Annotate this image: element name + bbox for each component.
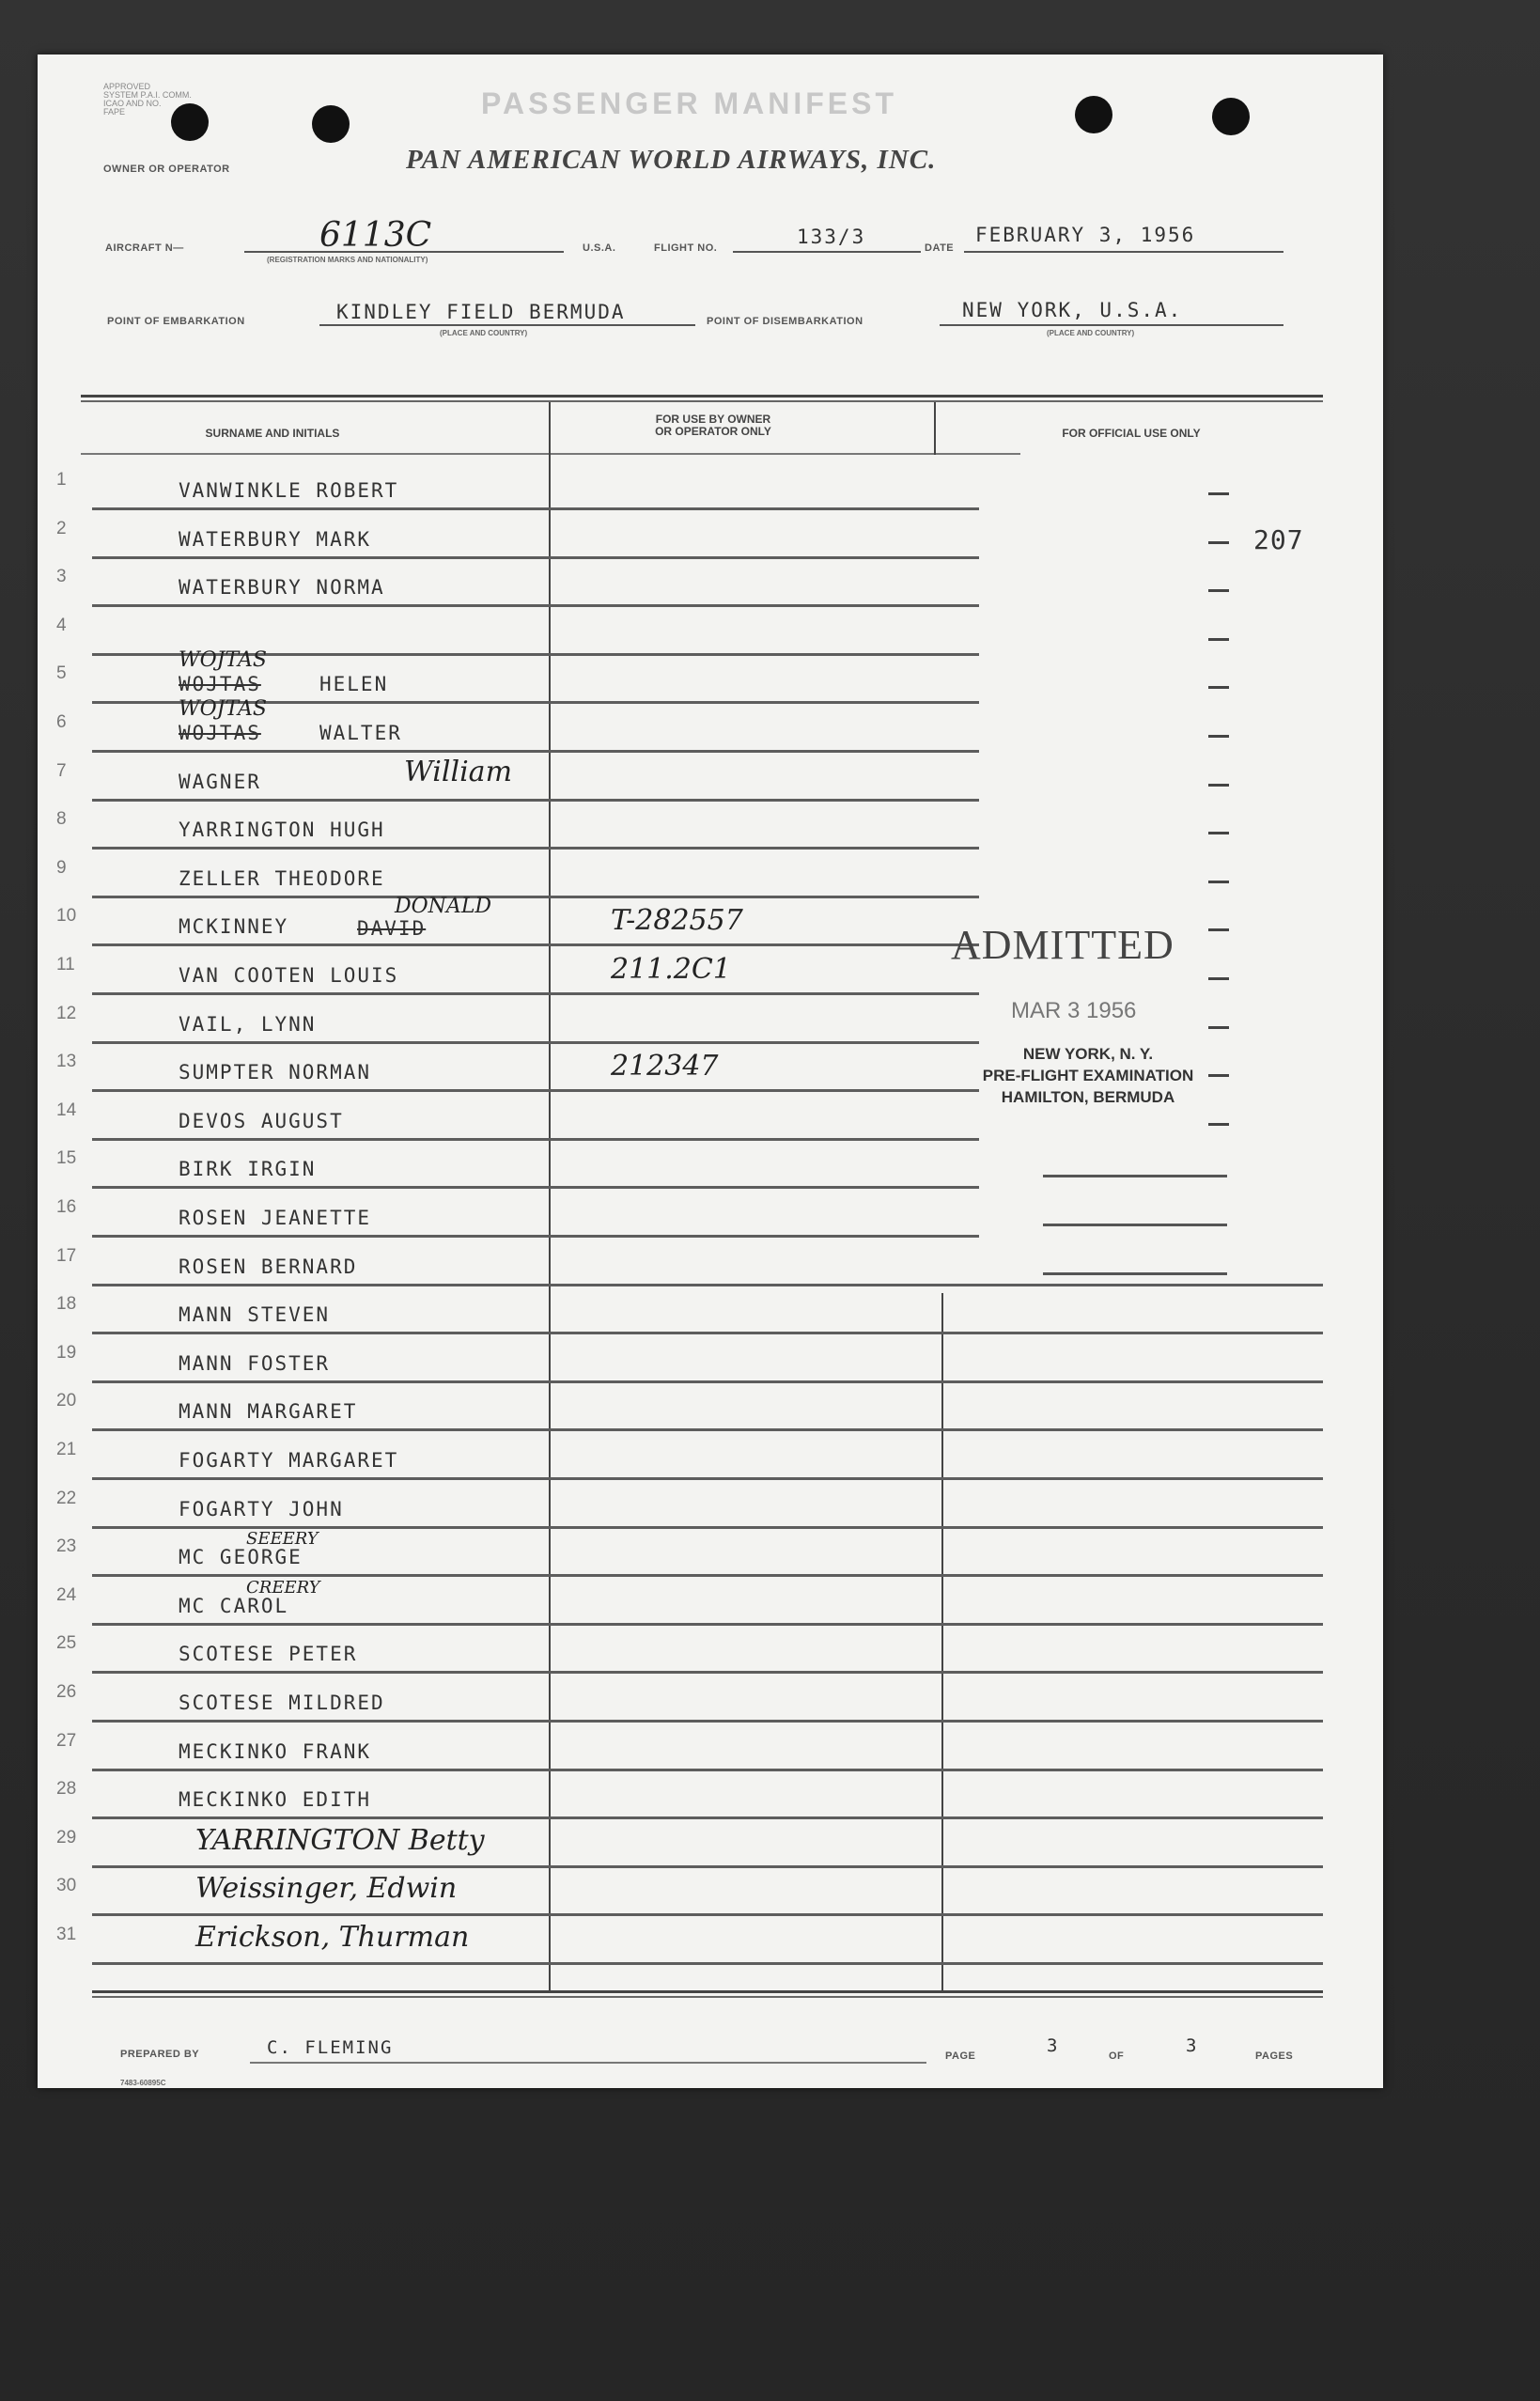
row-number: 11 bbox=[56, 955, 75, 974]
row-number: 28 bbox=[56, 1779, 77, 1800]
row-rule bbox=[92, 556, 979, 559]
row-number: 15 bbox=[56, 1148, 77, 1169]
stamp-line: NEW YORK, N. Y. bbox=[1022, 1045, 1154, 1063]
row-number: 20 bbox=[56, 1391, 77, 1411]
row-rule bbox=[92, 1235, 979, 1238]
struck-name: DAVID bbox=[357, 917, 427, 941]
row-rule bbox=[92, 1284, 1323, 1286]
given-name: WALTER bbox=[319, 722, 402, 744]
row-rule bbox=[92, 1332, 1323, 1334]
registration-caption: (REGISTRATION MARKS AND NATIONALITY) bbox=[267, 256, 428, 264]
official-mark bbox=[1208, 977, 1229, 980]
row-rule bbox=[92, 1526, 1323, 1529]
disembark-value: NEW YORK, U.S.A. bbox=[962, 299, 1183, 321]
disembark-underline bbox=[940, 324, 1283, 326]
row-number: 27 bbox=[56, 1730, 77, 1751]
row-number: 18 bbox=[56, 1294, 77, 1315]
passenger-name: WOJTAS bbox=[179, 722, 261, 744]
passenger-name: ZELLER THEODORE bbox=[179, 866, 385, 890]
column-header-owner-line: FOR USE BY OWNER bbox=[655, 413, 771, 426]
official-mark bbox=[1208, 1026, 1229, 1029]
row-rule bbox=[92, 604, 979, 607]
given-name: DONALD bbox=[395, 895, 492, 919]
passenger-name: Weissinger, Edwin bbox=[195, 1872, 458, 1906]
official-mark bbox=[1208, 589, 1229, 592]
prepared-value: C. FLEMING bbox=[267, 2037, 394, 2058]
official-mark bbox=[1208, 638, 1229, 641]
flight-underline bbox=[733, 251, 921, 253]
column-header-surname: SURNAME AND INITIALS bbox=[205, 427, 340, 440]
passenger-name: ROSEN JEANETTE bbox=[179, 1207, 372, 1229]
passenger-name: WATERBURY NORMA bbox=[179, 576, 385, 600]
passenger-name: MANN STEVEN bbox=[179, 1303, 331, 1327]
row-number: 10 bbox=[56, 906, 77, 927]
page-label: PAGE bbox=[945, 2050, 976, 2062]
row-number: 2 bbox=[56, 518, 67, 538]
row-rule bbox=[92, 1186, 979, 1189]
aircraft-label: AIRCRAFT N— bbox=[105, 242, 184, 254]
punch-hole bbox=[312, 105, 350, 143]
table-bottom-rule bbox=[92, 1996, 1323, 1998]
embark-label: POINT OF EMBARKATION bbox=[107, 316, 245, 327]
row-number: 9 bbox=[56, 857, 67, 878]
pages-label: PAGES bbox=[1255, 2050, 1294, 2062]
row-number: 14 bbox=[56, 1099, 77, 1120]
approved-line: APPROVED bbox=[103, 82, 151, 91]
row-rule bbox=[92, 1962, 1323, 1965]
company-name: PAN AMERICAN WORLD AIRWAYS, INC. bbox=[406, 145, 937, 175]
passenger-name: FOGARTY JOHN bbox=[179, 1497, 344, 1520]
row-number: 17 bbox=[56, 1245, 77, 1266]
official-mark bbox=[1208, 735, 1229, 738]
column-divider bbox=[934, 402, 936, 455]
place-caption-1: (PLACE AND COUNTRY) bbox=[440, 329, 528, 337]
owner-entry: T-282557 bbox=[611, 904, 743, 938]
manifest-sheet bbox=[38, 55, 1383, 2088]
official-mark bbox=[1208, 541, 1229, 544]
passenger-name: VANWINKLE ROBERT bbox=[179, 479, 399, 502]
passenger-name: YARRINGTON HUGH bbox=[179, 819, 385, 842]
date-underline bbox=[964, 251, 1283, 253]
embark-value: KINDLEY FIELD BERMUDA bbox=[336, 301, 626, 323]
passenger-name: WOJTAS bbox=[179, 673, 261, 696]
disembark-label: POINT OF DISEMBARKATION bbox=[707, 316, 863, 327]
approved-line: FAPE bbox=[103, 107, 126, 117]
handwritten-correction: WOJTAS bbox=[179, 697, 267, 721]
passenger-name: MCKINNEY bbox=[179, 915, 289, 939]
row-rule bbox=[92, 992, 979, 995]
passenger-name: VAN COOTEN LOUIS bbox=[179, 964, 399, 987]
column-divider bbox=[941, 1293, 943, 1992]
official-mark bbox=[1208, 686, 1229, 689]
handwritten-correction: WOJTAS bbox=[179, 648, 267, 673]
passenger-name: BIRK IRGIN bbox=[179, 1158, 317, 1181]
row-number: 23 bbox=[56, 1536, 77, 1557]
owner-label: OWNER OR OPERATOR bbox=[103, 164, 230, 175]
row-rule bbox=[92, 1574, 1323, 1577]
passenger-name: Erickson, Thurman bbox=[195, 1921, 470, 1954]
stamp-date: MAR 3 1956 bbox=[1011, 998, 1137, 1023]
aircraft-underline bbox=[244, 251, 564, 253]
official-mark bbox=[1208, 928, 1229, 931]
passenger-name: SUMPTER NORMAN bbox=[179, 1061, 372, 1084]
row-rule bbox=[92, 507, 979, 510]
row-number: 6 bbox=[56, 712, 67, 732]
row-rule bbox=[92, 750, 979, 753]
passenger-name: WAGNER bbox=[179, 770, 261, 793]
row-number: 21 bbox=[56, 1440, 77, 1459]
row-rule bbox=[92, 1865, 1323, 1868]
row-number: 24 bbox=[56, 1584, 77, 1605]
page-value: 3 bbox=[1047, 2035, 1060, 2056]
row-number: 29 bbox=[56, 1827, 77, 1848]
of-label: OF bbox=[1109, 2050, 1125, 2062]
row-rule bbox=[92, 1913, 1323, 1916]
passenger-name: VAIL, LYNN bbox=[179, 1012, 317, 1036]
passenger-name: MECKINKO EDITH bbox=[179, 1788, 372, 1812]
approved-line: SYSTEM P.A.I. COMM. bbox=[103, 90, 192, 100]
column-header-owner bbox=[558, 413, 868, 438]
row-number: 8 bbox=[56, 809, 67, 830]
approved-line: ICAO AND NO. bbox=[103, 99, 162, 108]
passenger-name: YARRINGTON Betty bbox=[195, 1823, 485, 1857]
given-name: SEEERY bbox=[246, 1529, 319, 1550]
row-number: 25 bbox=[56, 1633, 77, 1654]
flight-label: FLIGHT NO. bbox=[654, 242, 718, 254]
given-name: CREERY bbox=[246, 1577, 320, 1598]
passenger-name: MC CAROL bbox=[179, 1594, 289, 1617]
column-header-official: FOR OFFICIAL USE ONLY bbox=[1062, 427, 1201, 440]
row-number: 31 bbox=[56, 1925, 77, 1944]
given-name: William bbox=[404, 755, 513, 788]
owner-entry: 211.2C1 bbox=[611, 953, 731, 986]
passenger-name: MANN FOSTER bbox=[179, 1351, 331, 1375]
admitted-stamp: ADMITTED bbox=[951, 922, 1174, 968]
row-rule bbox=[92, 847, 979, 850]
table-top-rule bbox=[81, 400, 1323, 402]
row-number: 12 bbox=[56, 1003, 77, 1023]
aircraft-value: 6113C bbox=[319, 216, 432, 255]
row-rule bbox=[92, 1623, 1323, 1626]
official-mark bbox=[1043, 1224, 1227, 1226]
row-rule bbox=[92, 1477, 1323, 1480]
row-number: 26 bbox=[56, 1682, 77, 1702]
stamp-line: PRE-FLIGHT EXAMINATION bbox=[982, 1067, 1194, 1084]
table-bottom-rule bbox=[92, 1990, 1323, 1993]
stamp-text bbox=[940, 1043, 1237, 1108]
row-number: 22 bbox=[56, 1488, 77, 1508]
row-rule bbox=[92, 1769, 1323, 1771]
given-name: HELEN bbox=[319, 673, 389, 696]
row-number: 30 bbox=[56, 1876, 77, 1896]
row-number: 7 bbox=[56, 760, 67, 781]
header-bottom-rule bbox=[81, 453, 1020, 455]
column-header-owner-line: OR OPERATOR ONLY bbox=[655, 425, 771, 438]
official-mark bbox=[1208, 881, 1229, 883]
flight-value: 133/3 bbox=[797, 226, 866, 248]
official-mark bbox=[1208, 784, 1229, 787]
row-rule bbox=[92, 1428, 1323, 1431]
row-number: 5 bbox=[56, 663, 67, 684]
row-number: 3 bbox=[56, 567, 67, 587]
row-number: 19 bbox=[56, 1342, 77, 1363]
approved-note bbox=[103, 83, 192, 117]
column-divider bbox=[549, 402, 551, 1990]
official-mark bbox=[1208, 492, 1229, 495]
prepared-label: PREPARED BY bbox=[120, 2049, 200, 2060]
row-rule bbox=[92, 896, 979, 898]
usa-label: U.S.A. bbox=[583, 242, 616, 254]
stamp-line: HAMILTON, BERMUDA bbox=[1001, 1088, 1175, 1106]
passenger-name: MANN MARGARET bbox=[179, 1400, 358, 1424]
form-code: 7483-60895C bbox=[120, 2079, 166, 2087]
passenger-name: FOGARTY MARGARET bbox=[179, 1449, 399, 1472]
row-number: 16 bbox=[56, 1197, 77, 1217]
passenger-name: MECKINKO FRANK bbox=[179, 1739, 372, 1763]
row-rule bbox=[92, 1380, 1323, 1383]
passenger-name: DEVOS AUGUST bbox=[179, 1109, 344, 1132]
official-mark bbox=[1043, 1175, 1227, 1177]
prepared-underline bbox=[250, 2062, 926, 2064]
punch-hole bbox=[1075, 96, 1112, 133]
side-number: 207 bbox=[1253, 524, 1304, 555]
date-label: DATE bbox=[925, 242, 955, 254]
row-number: 4 bbox=[56, 615, 67, 635]
row-rule bbox=[92, 1089, 979, 1092]
row-rule bbox=[92, 1720, 1323, 1723]
official-mark bbox=[1043, 1272, 1227, 1275]
date-value: FEBRUARY 3, 1956 bbox=[975, 224, 1196, 246]
row-number: 13 bbox=[56, 1052, 77, 1072]
punch-hole bbox=[1212, 98, 1250, 135]
place-caption-2: (PLACE AND COUNTRY) bbox=[1047, 329, 1135, 337]
of-value: 3 bbox=[1186, 2035, 1199, 2056]
table-top-rule bbox=[81, 395, 1323, 398]
passenger-name: ROSEN BERNARD bbox=[179, 1255, 358, 1278]
passenger-name: SCOTESE MILDRED bbox=[179, 1692, 385, 1714]
row-rule bbox=[92, 1816, 1323, 1819]
embark-underline bbox=[319, 324, 695, 326]
row-rule bbox=[92, 943, 979, 946]
passenger-name: MC GEORGE bbox=[179, 1546, 303, 1569]
row-number: 1 bbox=[56, 470, 67, 490]
official-mark bbox=[1208, 1123, 1229, 1126]
official-mark bbox=[1208, 832, 1229, 834]
row-rule bbox=[92, 1671, 1323, 1674]
row-rule bbox=[92, 1138, 979, 1141]
page-title: PASSENGER MANIFEST bbox=[481, 86, 897, 120]
row-rule bbox=[92, 799, 979, 802]
passenger-name: SCOTESE PETER bbox=[179, 1643, 358, 1666]
passenger-name: WATERBURY MARK bbox=[179, 527, 372, 551]
row-rule bbox=[92, 1041, 979, 1044]
owner-entry: 212347 bbox=[611, 1050, 719, 1084]
